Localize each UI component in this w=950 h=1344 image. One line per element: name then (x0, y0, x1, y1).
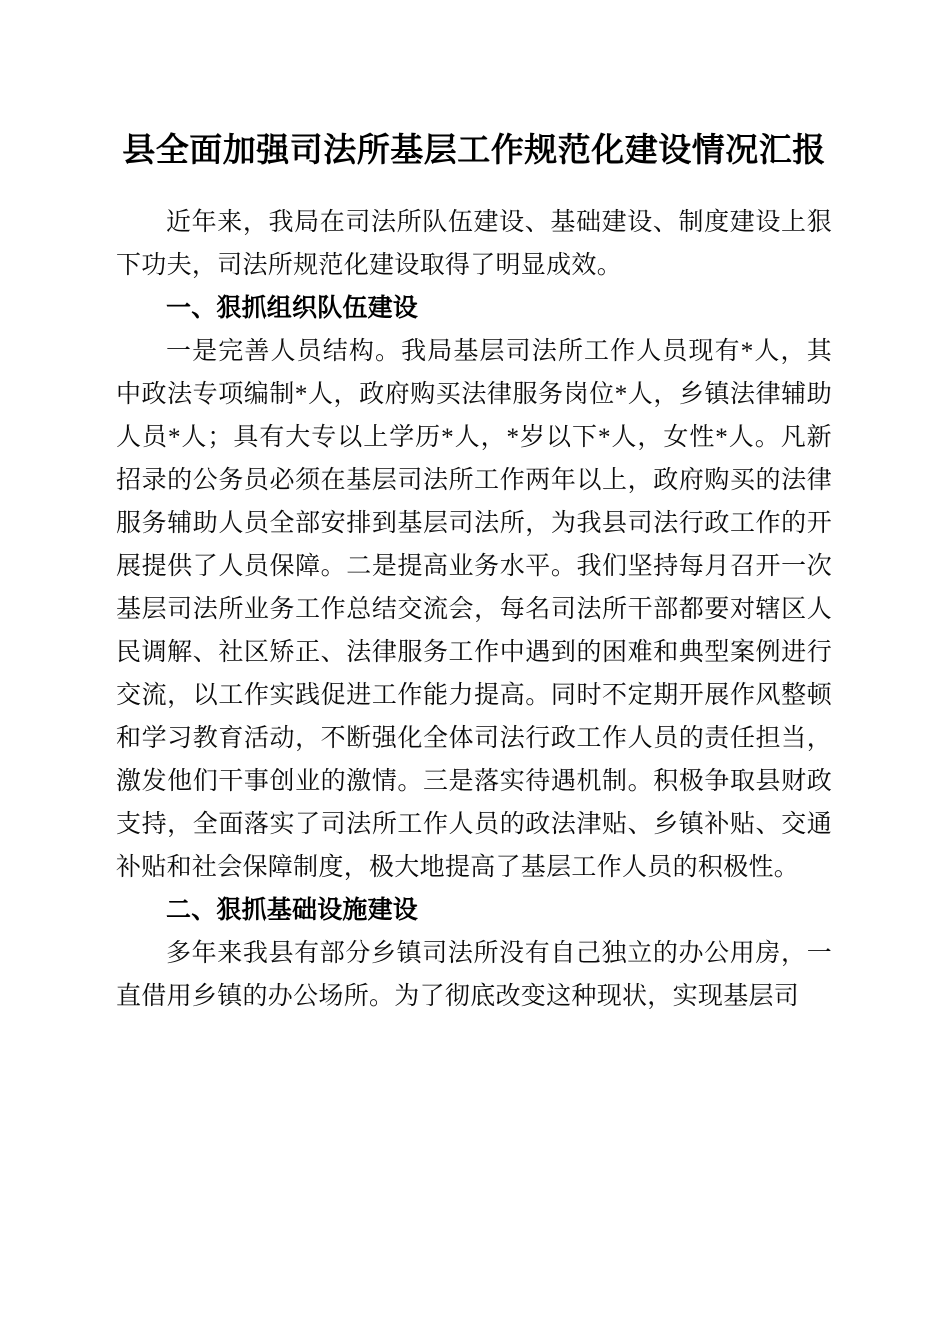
section-1-paragraph: 一是完善人员结构。我局基层司法所工作人员现有*人，其中政法专项编制*人，政府购买法律服务岗位*人，乡镇法律辅助人员*人；具有大专以上学历*人，*岁以下*人，女性*人。凡新招录的公务员必须在基层司法所工作两年以上，政府购买的法律服务辅助人员全部安排到基层司法所，为我县司法行政工作的开展提供了人员保障。二是提高业务水平。我们坚持每月召开一次基层司法所业务工作总结交流会，每名司法所干部都要对辖区人民调解、社区矫正、法律服务工作中遇到的困难和典型案例进行交流，以工作实践促进工作能力提高。同时不定期开展作风整顿和学习教育活动，不断强化全体司法行政工作人员的责任担当，激发他们干事创业的激情。三是落实待遇机制。积极争取县财政支持，全面落实了司法所工作人员的政法津贴、乡镇补贴、交通补贴和社会保障制度，极大地提高了基层工作人员的积极性。 (116, 338, 832, 881)
section-heading-1: 一、狠抓组织队伍建设 (166, 294, 419, 322)
intro-paragraph: 近年来，我局在司法所队伍建设、基础建设、制度建设上狠下功夫，司法所规范化建设取得了明显成效。 (116, 209, 832, 279)
section-2-paragraph: 多年来我县有部分乡镇司法所没有自己独立的办公用房，一直借用乡镇的办公场所。为了彻底改变这种现状，实现基层司 (116, 940, 832, 1010)
document-text-column (116, 0, 832, 1018)
section-heading-2: 二、狠抓基础设施建设 (166, 896, 419, 924)
page-title: 县全面加强司法所基层工作规范化建设情况汇报 (122, 133, 826, 169)
title-body-spacer (116, 175, 832, 201)
